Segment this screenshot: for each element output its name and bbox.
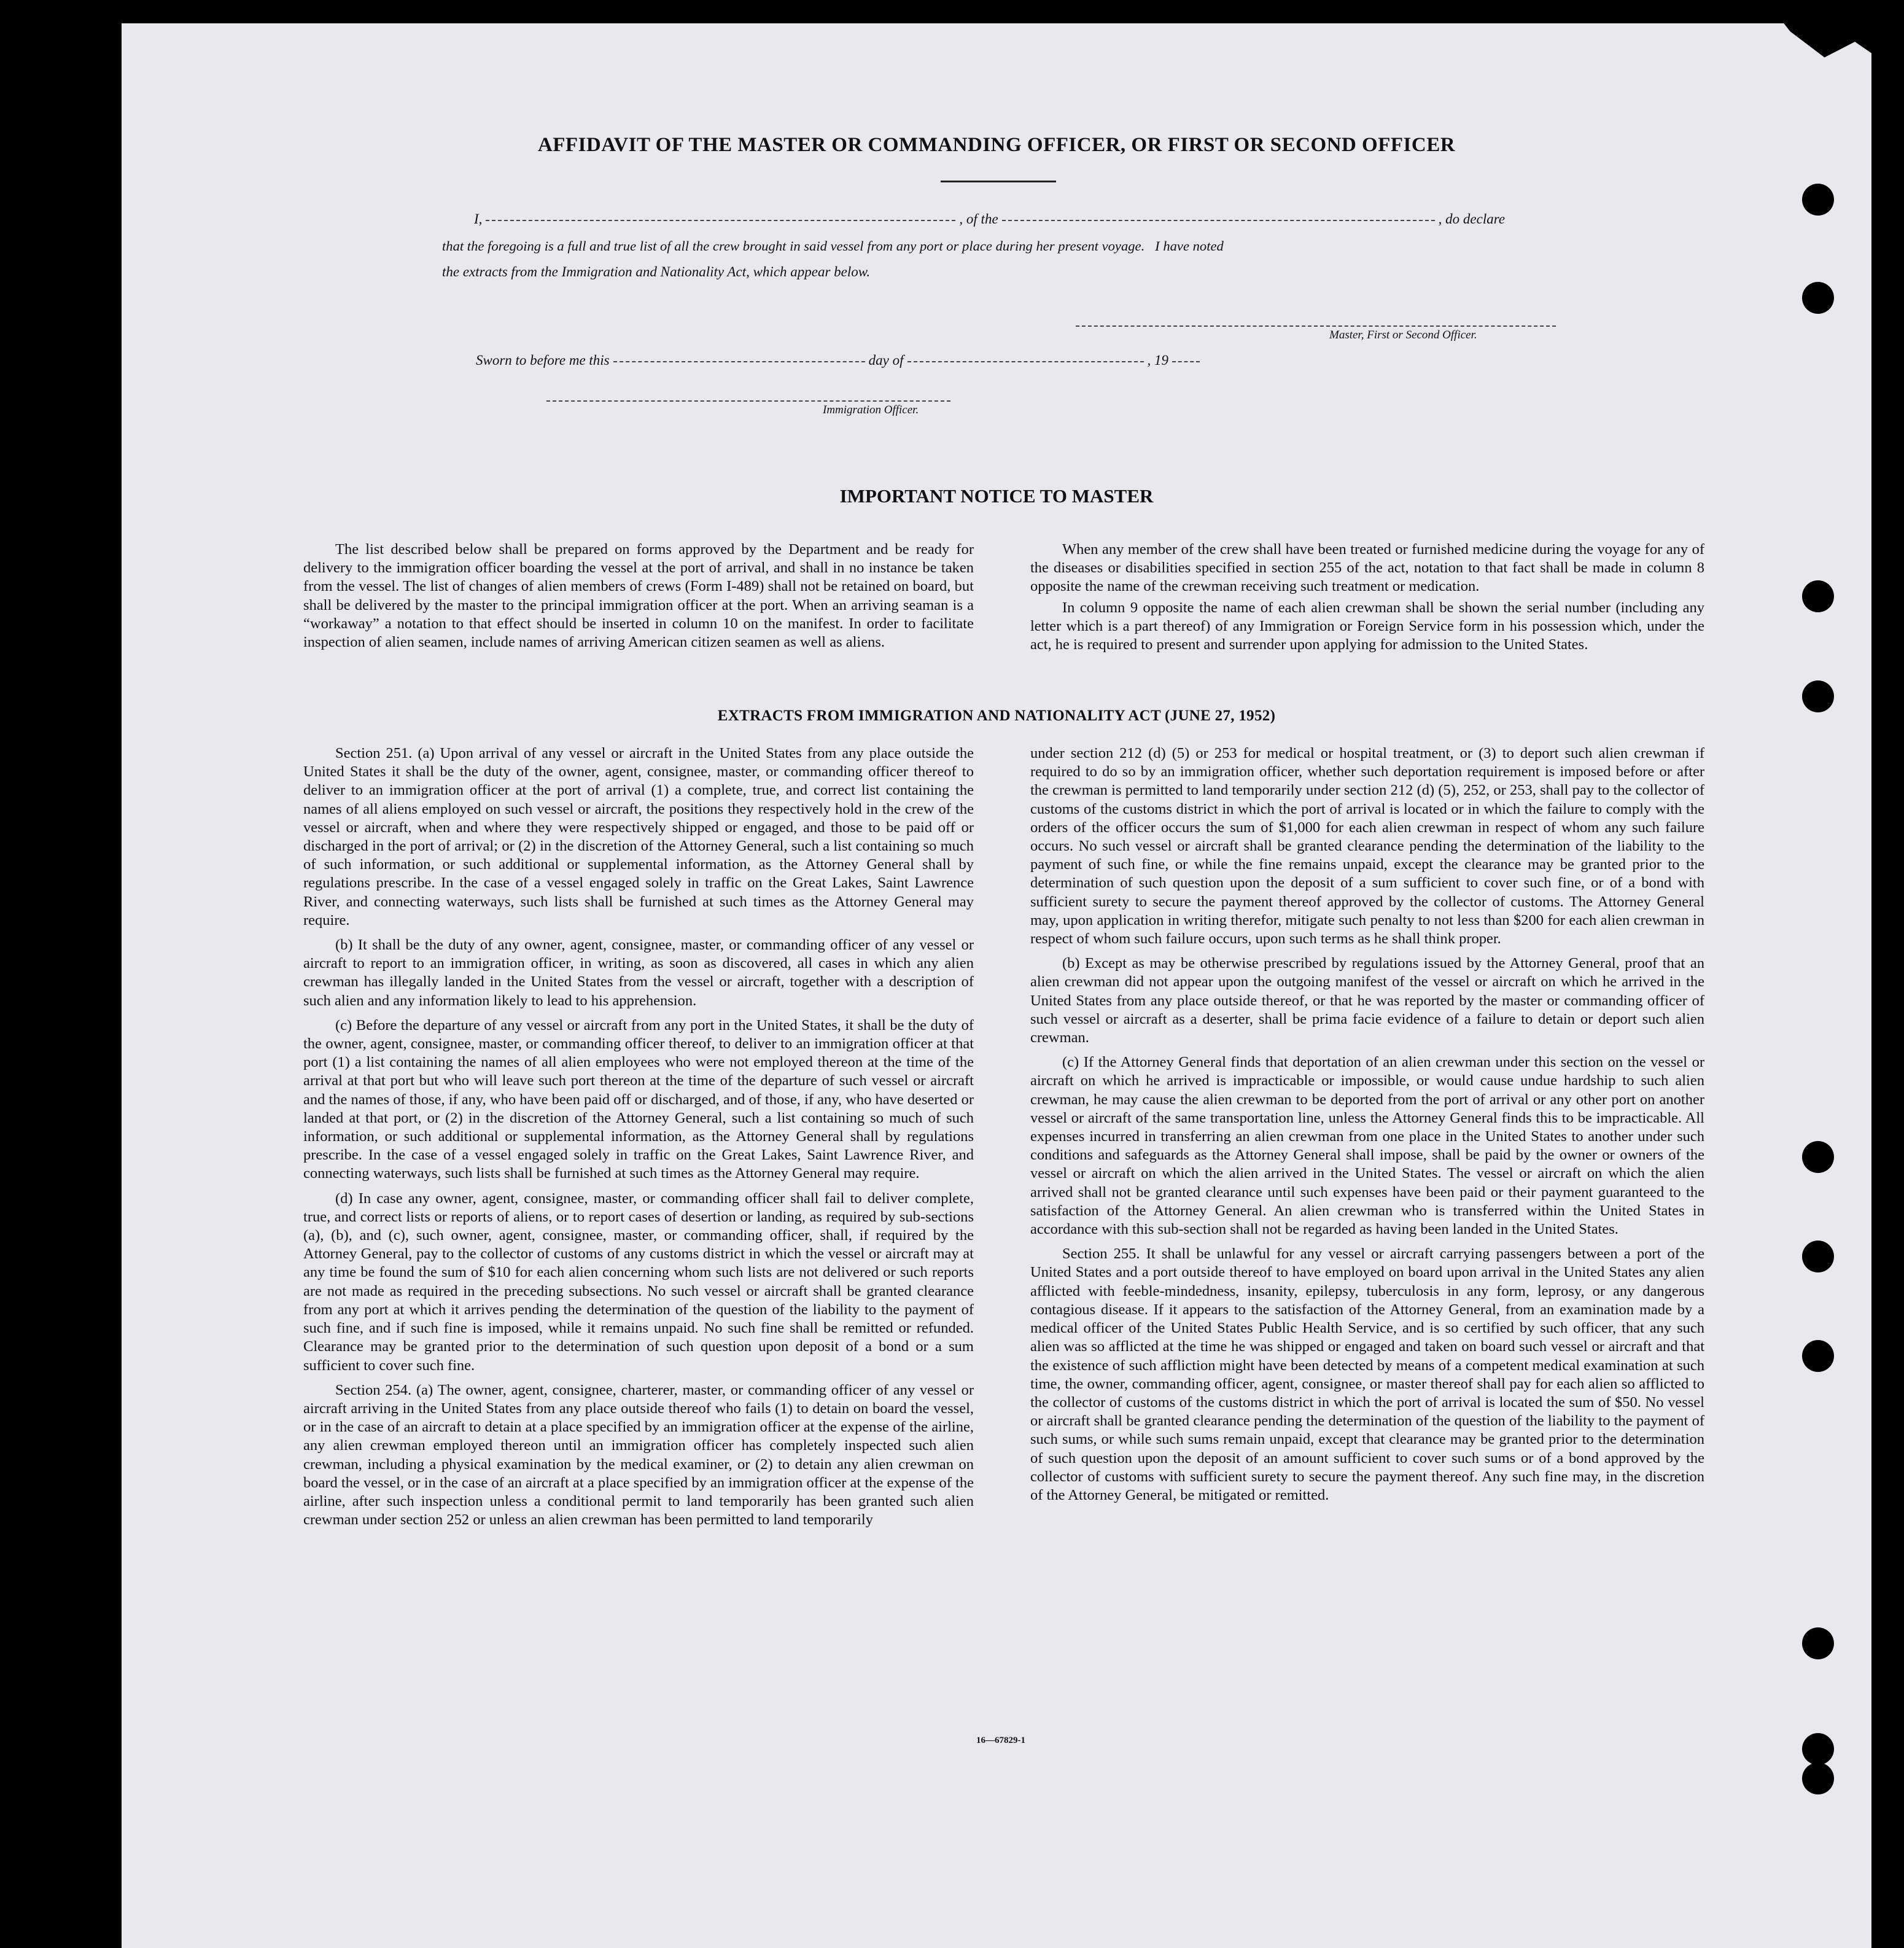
- punch-hole: [1802, 282, 1834, 314]
- vessel-name-field[interactable]: [1002, 220, 1435, 221]
- punch-hole: [1802, 1733, 1834, 1765]
- notice-title: IMPORTANT NOTICE TO MASTER: [839, 485, 1154, 507]
- day-of-label: day of: [868, 353, 904, 368]
- master-signature-caption: Master, First or Second Officer.: [1329, 329, 1477, 341]
- declarant-label: I,: [474, 211, 483, 227]
- master-signature-line[interactable]: [1076, 325, 1556, 327]
- notice-left-column: [303, 540, 974, 658]
- section-paragraph: Section 255. It shall be unlawful for any vessel or aircraft carrying passengers between a port of the United States and a port outside thereof to have employed on board upon arrival in the United States any alien afflicted with feeble-mindedness, insanity, epilepsy, tuberculosis in any form, leprosy, or any dangerous contagious disease. If it appears to the satisfaction of the Attorney General, from an examination made by a medical officer of the United States Public Health Service, and is so certified by such officer, that any such alien was so afflicted at the time he was shipped or engaged and taken on board such vessel or aircraft and that the existence of such affliction might have been detected by means of a competent medical examination at such time, the owner, commanding officer, agent, consignee, or master thereof shall pay for each alien so afflicted to the collector of customs of the customs district in which the port of arrival is located the sum of $50. No vessel or aircraft shall be granted clearance pending the determination of the question of the liability to the payment of such sums, or while such sums remain unpaid, except that clearance may be granted prior to the determination of such question upon the deposit of an amount sufficient to cover such sums or of a bond approved by the collector of customs with sufficient surety to secure the payment thereof. Any such fine may, in the discretion of the Attorney General, be mitigated or remitted.: [1030, 1245, 1704, 1503]
- sworn-month-field[interactable]: [907, 361, 1144, 362]
- notice-right-column: [1030, 540, 1704, 660]
- notice-paragraph: In column 9 opposite the name of each alien crewman shall be shown the serial number (including any letter which is a part thereof) of any Immigration or Foreign Service form in his possession which, under the act, he is required to present and surrender upon applying for admission to the United States.: [1030, 599, 1704, 653]
- sworn-day-field[interactable]: [613, 361, 865, 362]
- section-paragraph: Section 254. (a) The owner, agent, consignee, charterer, master, or commanding officer of any vessel or aircraft arriving in the United States from any place outside thereof who fails (1) to detain on board the vessel, or in the case of an aircraft to detain at a place specified by an immigration officer at the expense of the airline, any alien crewman employed thereon until an immigration officer has completely inspected such alien crewman, including a physical examination by the medical examiner, or (2) to detain any alien crewman on board the vessel, or in the case of an aircraft at a place specified by an immigration officer at the expense of the airline, after such inspection unless a conditional permit to land temporarily has been granted such alien crewman under section 252 or unless an alien crewman has been permitted to land temporarily: [303, 1381, 974, 1529]
- declaration-text-line-3: the extracts from the Immigration and Nationality Act, which appear below.: [442, 264, 871, 279]
- section-paragraph: Section 251. (a) Upon arrival of any vessel or aircraft in the United States from any place outside the United States it shall be the duty of the owner, agent, consignee, master, or commanding officer thereof to deliver to an immigration officer at the port of arrival (1) a complete, true, and correct list containing the names of all aliens employed on such vessel or aircraft, the positions they respectively hold in the crew of the vessel or aircraft, when and where they were respectively shipped or engaged, and those to be paid off or discharged in the port of arrival; or (2) in the discretion of the Attorney General, such a list containing so much of such information, or such additional or supplemental information, as the Attorney General shall by regulations prescribe. In the case of a vessel engaged solely in traffic on the Great Lakes, Saint Lawrence River, and connecting waterways, such lists shall be furnished at such times as the Attorney General may require.: [303, 745, 974, 929]
- section-paragraph: (c) If the Attorney General finds that deportation of an alien crewman under this section on the vessel or aircraft on which he arrived is impracticable or impossible, or would cause undue hardship to such alien crewman, he may cause the alien crewman to be deported from the port of arrival or any other port on another vessel or aircraft of the same transportation line, unless the Attorney General finds this to be impracticable. All expenses incurred in transferring an alien crewman from one place in the United States to another under such conditions and safeguards as the Attorney General shall impose, shall be paid by the owner or owners of the vessel or aircraft on which the alien arrived in the United States. The vessel or aircraft on which the alien arrived shall not be granted clearance until such expenses have been paid or their payment guaranteed to the satisfaction of the Attorney General. An alien crewman who is transferred within the United States in accordance with this sub-section shall not be regarded as having been landed in the United States.: [1030, 1054, 1704, 1238]
- punch-hole: [1802, 1627, 1834, 1659]
- form-code: 16—67829-1: [976, 1736, 1025, 1745]
- section-paragraph: (c) Before the departure of any vessel or aircraft from any port in the United States, it shall be the duty of the owner, agent, consignee, master, or commanding officer thereof, to deliver to an immigration officer at that port (1) a list containing the names of all alien employees who were not employed thereon at the time of the arrival at that port but who will leave such port thereon at the time of the departure of such vessel or aircraft and the names of those, if any, who have been paid off or discharged, and of those, if any, who have deserted or landed at that port, or (2) in the discretion of the Attorney General, such a list containing so much of such information, or such additional or supplemental information, as the Attorney General shall by regulations prescribe. In the case of a vessel engaged solely in traffic on the Great Lakes, Saint Lawrence River, and connecting waterways, such lists shall be furnished at such times as the Attorney General may require.: [303, 1016, 974, 1182]
- punch-hole: [1802, 1141, 1834, 1173]
- notice-paragraph: When any member of the crew shall have been treated or furnished medicine during the voyage for any of the diseases or disabilities specified in section 255 of the act, notation to that fact shall be made in column 8 opposite the name of the crewman receiving such treatment or medication.: [1030, 541, 1704, 595]
- section-paragraph: (b) Except as may be otherwise prescribed by regulations issued by the Attorney General, proof that an alien crewman did not appear upon the outgoing manifest of the vessel or aircraft on which he arrived in the United States from any place outside thereof, or that he was reported by the master or commanding officer of such vessel or aircraft as a deserter, shall be prima facie evidence of a failure to detain or deport such alien crewman.: [1030, 955, 1704, 1046]
- punch-hole: [1802, 1241, 1834, 1272]
- title-rule: [941, 181, 1056, 182]
- punch-hole: [1802, 184, 1834, 216]
- immigration-officer-signature-line[interactable]: [546, 400, 950, 402]
- of-the-label: , of the: [959, 211, 998, 227]
- extracts-right-column: [1030, 744, 1704, 1511]
- declare-label: , do declare: [1438, 211, 1506, 227]
- extracts-left-column: [303, 744, 974, 1535]
- section-paragraph: (b) It shall be the duty of any owner, agent, consignee, master, or commanding officer of any vessel or aircraft to report to an immigration officer, in writing, as soon as discovered, all cases in which any alien crewman has illegally landed in the United States from the vessel or aircraft, together with a description of such alien and any information likely to lead to his apprehension.: [303, 937, 974, 1009]
- sworn-line: [476, 353, 1203, 368]
- immigration-officer-caption: Immigration Officer.: [823, 403, 919, 416]
- section-paragraph: (d) In case any owner, agent, consignee, master, or commanding officer shall fail to deliver complete, true, and correct lists or reports of aliens, or to report cases of desertion or landing, as required by sub-sections (a), (b), and (c), such owner, agent, consignee, master, or commanding officer, shall, if required by the Attorney General, pay to the collector of customs of any customs district in which the vessel or aircraft may at any time be found the sum of $10 for each alien concerning whom such lists are not delivered or such reports are not made as required in the preceding subsections. No such vessel or aircraft shall be granted clearance from any port at which it arrives pending the determination of the question of the liability to the payment of such fine, and if such fine is imposed, while it remains unpaid. No such fine shall be remitted or refunded. Clearance may be granted prior to the determination of such question upon deposit of a bond or a sum sufficient to cover such fine.: [303, 1190, 974, 1374]
- sworn-label: Sworn to before me this: [476, 353, 610, 368]
- declaration-line: [474, 211, 1505, 227]
- notice-paragraph: The list described below shall be prepared on forms approved by the Department and be ready for delivery to the immigration officer boarding the vessel at the port of arrival, and shall in no instance be taken from the vessel. The list of changes of alien members of crews (Form I-489) shall not be retained on board, but shall be delivered by the master to the principal immigration officer at the port. When an arriving seaman is a “workaway” a notation to that effect should be inserted in column 10 on the manifest. In order to facilitate inspection of alien seamen, include names of arriving American citizen seamen as well as aliens.: [303, 541, 974, 651]
- year-label: , 19: [1147, 353, 1168, 368]
- sworn-year-field[interactable]: [1172, 361, 1200, 362]
- punch-hole: [1802, 1763, 1834, 1794]
- declarant-name-field[interactable]: [486, 220, 955, 221]
- declaration-text-line-2: that the foregoing is a full and true list of all the crew brought in said vessel from any port or place during her present voyage. I have noted: [442, 238, 1224, 254]
- punch-hole: [1802, 1340, 1834, 1372]
- section-paragraph: under section 212 (d) (5) or 253 for medical or hospital treatment, or (3) to deport such alien crewman if required to do so by an immigration officer, whether such deportation requirement is imposed before or after the crewman is permitted to land temporarily under section 212 (d) (5), 252, or 253, shall pay to the collector of customs of the customs district in which the port of arrival is located or in which the failure to comply with the orders of the officer occurs the sum of $1,000 for each alien crewman in respect of whom any such failure occurs. No such vessel or aircraft shall be granted clearance pending the determination of the liability to the payment of such fine, or while the fine remains unpaid, except the clearance may be granted prior to the determination of such question upon the deposit of a sum sufficient to cover such fine, or of a bond with sufficient surety to secure the payment thereof approved by the collector of customs. The Attorney General may, upon application in writing therefor, mitigate such penalty to not less than $200 for each alien crewman in respect of whom such failure occurs, upon such terms as he shall think proper.: [1030, 745, 1704, 948]
- extracts-title: EXTRACTS FROM IMMIGRATION AND NATIONALITY ACT (JUNE 27, 1952): [717, 707, 1276, 724]
- affidavit-title: AFFIDAVIT OF THE MASTER OR COMMANDING OFFICER, OR FIRST OR SECOND OFFICER: [537, 134, 1456, 156]
- punch-hole: [1802, 580, 1834, 612]
